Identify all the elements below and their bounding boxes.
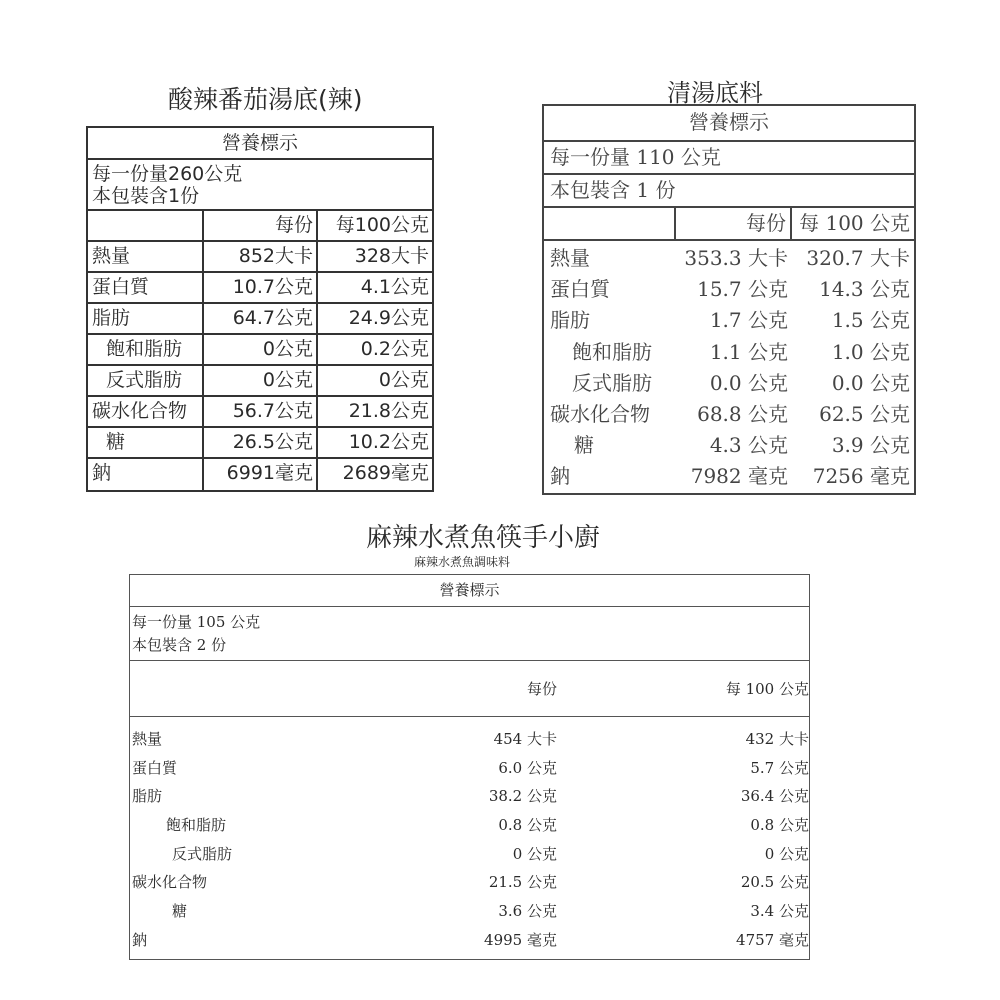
col-per-100: 每 100 公克: [725, 680, 809, 698]
nutrient-name: 飽和脂肪: [166, 816, 227, 835]
table-header: 營養標示: [88, 128, 432, 160]
per-100-value: 4757 毫克: [736, 930, 809, 949]
nutrient-name: 鈉: [88, 459, 204, 490]
table-row: [88, 273, 432, 304]
serving-size: 每一份量260公克: [92, 163, 243, 185]
nutrient-name: 飽和脂肪: [572, 339, 652, 364]
per-100-value: 320.7 大卡: [806, 246, 910, 270]
per-serving-value: 4.3 公克: [709, 433, 788, 458]
nutrition-table-3: [129, 574, 810, 960]
per-serving-value: 0 公克: [512, 844, 557, 863]
table-row: [544, 430, 914, 461]
serving-info: [88, 160, 432, 211]
per-serving-value: 38.2 公克: [488, 787, 557, 806]
per-serving-value: 56.7公克: [204, 397, 318, 426]
per-100-value: 24.9公克: [348, 307, 429, 329]
table-row: [88, 366, 432, 397]
nutrient-name: 飽和脂肪: [88, 335, 204, 364]
per-serving-value: 353.3 大卡: [684, 246, 788, 270]
table-row: [88, 428, 432, 459]
per-serving-value: 0.0 公克: [709, 370, 788, 395]
per-serving-value: 15.7 公克: [697, 277, 788, 302]
table-row: [130, 754, 809, 783]
servings-per-package: 本包裝含 1 份: [544, 175, 914, 208]
per-100-value: 0.2公克: [360, 338, 429, 360]
per-100-value: 3.9 公克: [831, 433, 910, 458]
servings-per-package: 本包裝含1份: [92, 185, 200, 207]
panel3-subtitle: 麻辣水煮魚調味料: [414, 555, 511, 569]
per-100-value: 3.4 公克: [750, 902, 809, 921]
per-serving-value: 7982 毫克: [690, 464, 788, 489]
per-100-value: 328大卡: [354, 245, 429, 267]
table-row: [130, 868, 809, 897]
nutrient-name: 鈉: [550, 464, 570, 489]
table-row: [88, 397, 432, 428]
panel1-title: 酸辣番茄湯底(辣): [168, 85, 363, 114]
nutrient-name: 脂肪: [550, 308, 590, 333]
table-row: [130, 897, 809, 926]
per-100-value: 21.8公克: [348, 400, 429, 422]
table-row: [88, 242, 432, 273]
table-row: [544, 461, 914, 492]
nutrient-rows: [544, 241, 914, 493]
per-100-value: 62.5 公克: [819, 401, 910, 426]
per-serving-value: 26.5公克: [204, 428, 318, 457]
serving-size: 每一份量 110 公克: [544, 142, 914, 175]
per-serving-value: 0.8 公克: [498, 816, 557, 835]
column-header-row: [88, 211, 432, 242]
per-100-value: 1.0 公克: [831, 339, 910, 364]
table-row: [130, 782, 809, 811]
nutrient-name: 熱量: [550, 246, 590, 270]
per-100-value: 432 大卡: [745, 730, 809, 748]
nutrition-table-1: [86, 126, 434, 492]
nutrient-name: 鈉: [132, 930, 148, 949]
serving-size: 每一份量 105 公克: [132, 613, 261, 631]
empty-cell: [88, 211, 204, 240]
table-row: [88, 335, 432, 366]
nutrient-name: 碳水化合物: [550, 401, 650, 426]
per-serving-value: 1.7 公克: [709, 308, 788, 333]
per-serving-value: 4995 毫克: [484, 930, 557, 949]
panel2-title: 清湯底料: [667, 79, 763, 107]
table-row: [88, 304, 432, 335]
nutrient-name: 糖: [172, 902, 188, 921]
table-row: [544, 243, 914, 274]
per-100-value: 0.8 公克: [750, 816, 809, 835]
per-serving-value: 454 大卡: [493, 730, 557, 748]
per-100-value: 36.4 公克: [740, 787, 809, 806]
table-row: [544, 337, 914, 368]
empty-cell: [544, 208, 676, 239]
col-per-serving: 每份: [526, 680, 557, 698]
nutrient-name: 碳水化合物: [88, 397, 204, 426]
per-serving-value: 3.6 公克: [498, 902, 557, 921]
table-row: [130, 840, 809, 869]
nutrient-name: 蛋白質: [88, 273, 204, 302]
table-row: [544, 368, 914, 399]
per-100-value: 7256 毫克: [812, 464, 910, 489]
per-serving-value: 6.0 公克: [498, 758, 557, 777]
per-100-value: 10.2公克: [348, 431, 429, 453]
per-100-value: 20.5 公克: [740, 873, 809, 892]
per-100-value: 2689毫克: [342, 462, 429, 484]
per-serving-value: 64.7公克: [204, 304, 318, 333]
col-per-100: 每 100 公克: [799, 211, 910, 235]
nutrient-name: 碳水化合物: [132, 873, 208, 892]
nutrient-name: 糖: [88, 428, 204, 457]
nutrient-name: 脂肪: [132, 787, 163, 806]
per-100-value: 5.7 公克: [750, 758, 809, 777]
nutrient-name: 蛋白質: [132, 758, 178, 777]
serving-info: [130, 607, 809, 661]
nutrient-rows: [130, 717, 809, 959]
per-serving-value: 68.8 公克: [697, 401, 788, 426]
per-serving-value: 21.5 公克: [488, 873, 557, 892]
column-header-row: [544, 208, 914, 241]
per-serving-value: 852大卡: [204, 242, 318, 271]
table-row: [88, 459, 432, 490]
servings-per-package: 本包裝含 2 份: [132, 636, 227, 654]
table-row: [544, 305, 914, 336]
nutrient-name: 反式脂肪: [172, 844, 233, 863]
per-serving-value: 1.1 公克: [709, 339, 788, 364]
table-row: [544, 399, 914, 430]
table-row: [544, 274, 914, 305]
col-per-serving: 每份: [204, 211, 318, 240]
table-row: [130, 725, 809, 754]
col-per-serving: 每份: [676, 208, 792, 239]
nutrient-name: 蛋白質: [550, 277, 610, 302]
nutrition-table-2: [542, 104, 916, 495]
nutrient-name: 反式脂肪: [88, 366, 204, 395]
table-row: [130, 926, 809, 955]
per-serving-value: 10.7公克: [204, 273, 318, 302]
empty-cell: [130, 661, 382, 716]
column-header-row: [130, 661, 809, 717]
nutrient-name: 反式脂肪: [572, 370, 652, 395]
per-serving-value: 6991毫克: [204, 459, 318, 490]
nutrient-name: 脂肪: [88, 304, 204, 333]
per-100-value: 0 公克: [764, 844, 809, 863]
col-per-100: 每100公克: [335, 214, 429, 236]
panel3-title: 麻辣水煮魚筷手小廚: [366, 523, 601, 553]
per-serving-value: 0公克: [204, 366, 318, 395]
nutrient-name: 糖: [574, 433, 594, 458]
table-header: 營養標示: [544, 106, 914, 142]
per-100-value: 0.0 公克: [831, 370, 910, 395]
per-100-value: 4.1公克: [360, 276, 429, 298]
per-100-value: 0公克: [378, 369, 429, 391]
per-serving-value: 0公克: [204, 335, 318, 364]
nutrient-name: 熱量: [88, 242, 204, 271]
per-100-value: 14.3 公克: [819, 277, 910, 302]
per-100-value: 1.5 公克: [831, 308, 910, 333]
table-header: 營養標示: [130, 575, 809, 607]
nutrient-name: 熱量: [132, 730, 163, 748]
table-row: [130, 811, 809, 840]
